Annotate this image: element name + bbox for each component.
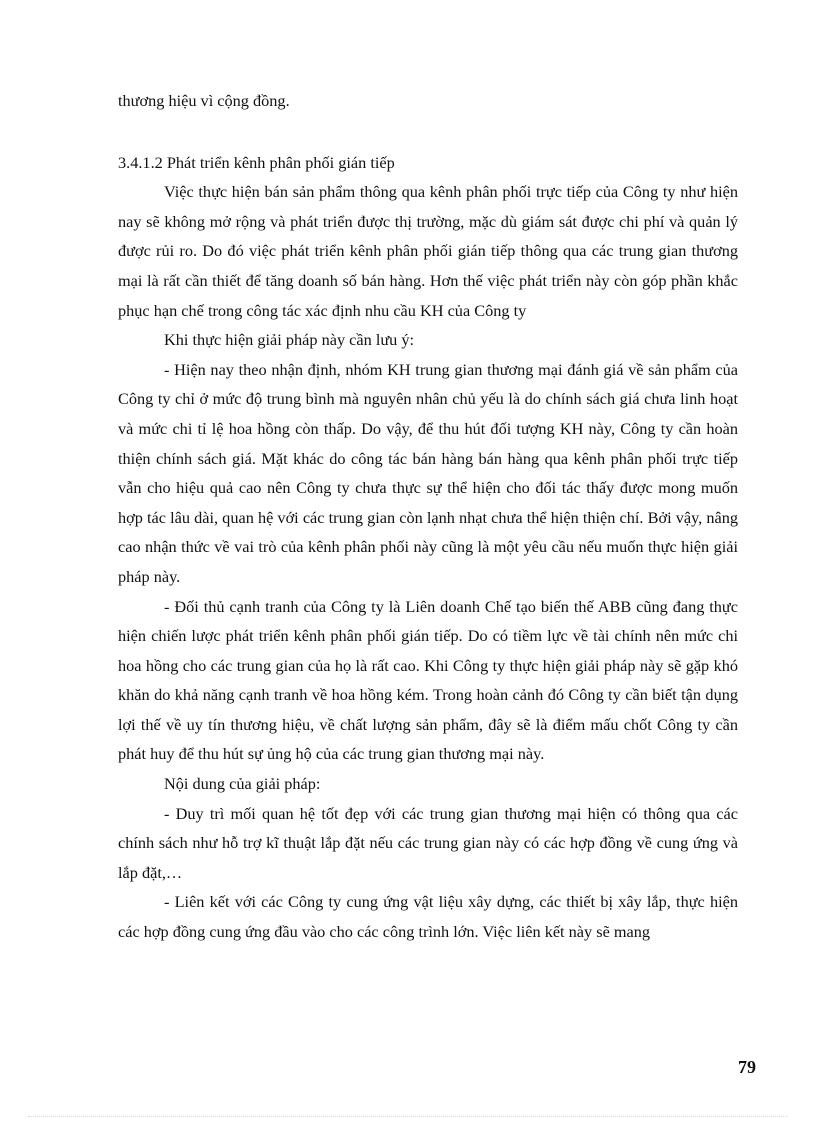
body-text — [118, 86, 738, 947]
page-number: 79 — [738, 1057, 756, 1077]
continuation-line: thương hiệu vì cộng đồng. — [118, 91, 290, 110]
paragraph-content-2: - Liên kết với các Công ty cung ứng vật liệu xây dựng, các thiết bị xây lắp, thực hiện các hợp đồng cung ứng đầu vào cho các công trình lớn. Việc liên kết này sẽ mang — [118, 892, 738, 942]
paragraph-content-1: - Duy trì mối quan hệ tốt đẹp với các trung gian thương mại hiện có thông qua các chính sách như hỗ trợ kĩ thuật lắp đặt nếu các trung gian này có các hợp đồng về cung ứng và lắp đặt,… — [118, 803, 738, 882]
paragraph-note-1: - Hiện nay theo nhận định, nhóm KH trung gian thương mại đánh giá về sản phẩm của Công ty chỉ ở mức độ trung bình mà nguyên nhân chủ yếu là do chính sách giá chưa linh hoạt và mức chi tỉ lệ hoa hồng còn thấp. Do vậy, để thu hút đối tượng KH này, Công ty cần hoàn thiện chính sách giá. Mặt khác do công tác bán hàng bán hàng qua kênh phân phối trực tiếp vẫn cho hiệu quả cao nên Công ty chưa thực sự thể hiện cho đối tác thấy được mong muốn hợp tác lâu dài, quan hệ với các trung gian còn lạnh nhạt chưa thể hiện thiện chí. Bởi vậy, nâng cao nhận thức về vai trò của kênh phân phối này cũng là một yêu cầu nếu muốn thực hiện giải pháp này. — [118, 359, 738, 586]
paragraph-intro: Việc thực hiện bán sản phẩm thông qua kênh phân phối trực tiếp của Công ty như hiện nay sẽ không mở rộng và phát triển được thị trường, mặc dù giám sát được chi phí và quản lý được rủi ro. Do đó việc phát triển kênh phân phối gián tiếp thông qua các trung gian thương mại là rất cần thiết để tăng doanh số bán hàng. Hơn thế việc phát triển này còn góp phần khắc phục hạn chế trong công tác xác định nhu cầu KH của Công ty — [118, 182, 738, 320]
section-heading: 3.4.1.2 Phát triển kênh phân phối gián tiếp — [118, 152, 395, 172]
paragraph-note-2: - Đối thủ cạnh tranh của Công ty là Liên doanh Chế tạo biến thế ABB cũng đang thực hiện chiến lược phát triển kênh phân phối gián tiếp. Do có tiềm lực về tài chính nên mức chi hoa hồng cho các trung gian của họ là rất cao. Khi Công ty thực hiện giải pháp này sẽ gặp khó khăn do khả năng cạnh tranh về hoa hồng kém. Trong hoàn cảnh đó Công ty cần biết tận dụng lợi thế về uy tín thương hiệu, về chất lượng sản phẩm, đây sẽ là điểm mấu chốt Công ty cần phát huy để thu hút sự ủng hộ của các trung gian thương mại này. — [118, 596, 738, 764]
paragraph-content-lead: Nội dung của giải pháp: — [164, 774, 321, 794]
paragraph-notes-lead: Khi thực hiện giải pháp này cần lưu ý: — [164, 330, 415, 350]
footer-divider — [28, 1116, 788, 1117]
